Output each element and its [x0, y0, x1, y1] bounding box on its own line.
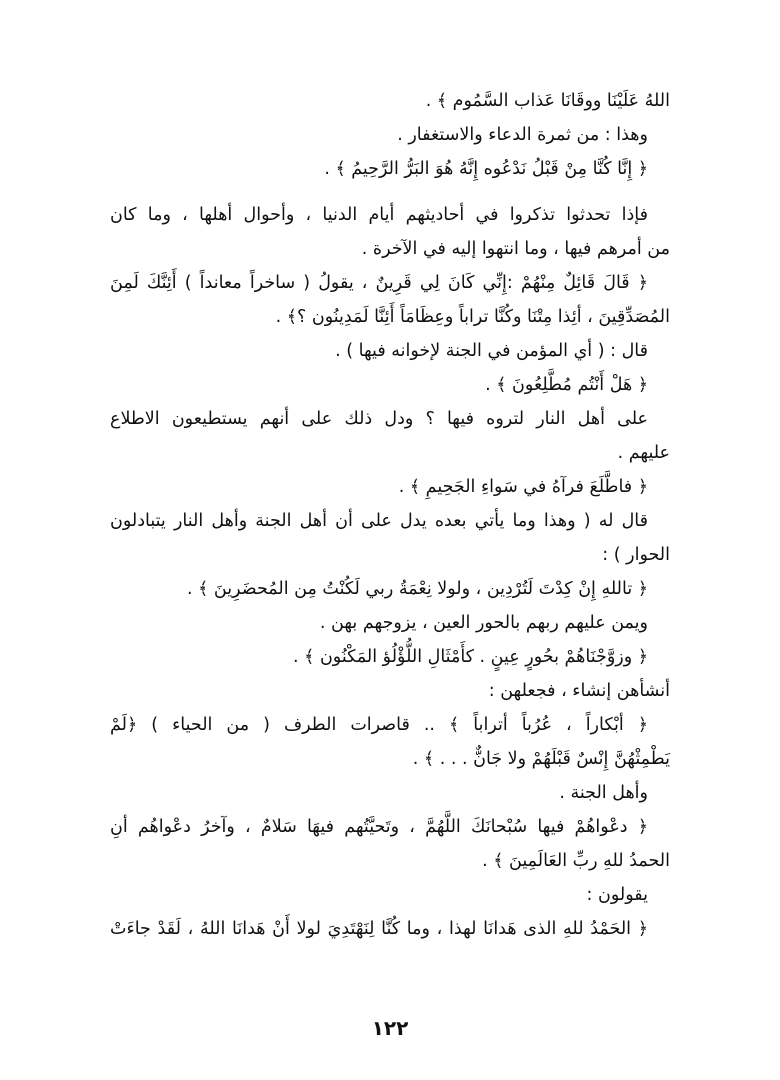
text-line: اللهُ عَلَيْنَا ووقَانَا عَذاب السَّمُوم ﴾ .: [425, 91, 670, 111]
text-line: الحوار ) :: [602, 545, 670, 565]
text-line: المُصَدِّقِينَ ، أئِذا مِتْنَا وكُنَّا تراباً وعِظَامَاً أَئِنَّا لَمَدِينُون ؟﴾ .: [275, 307, 670, 327]
text-line: يَطْمِثْهُنَّ إِنْسٌ قَبْلَهُمْ ولا جَانٌّ . . . ﴾ .: [412, 749, 670, 769]
text-line: ﴿ إِنَّا كُنَّا مِنْ قَبْلُ نَدْعُوه إِنَّهُ هُوَ البَرُّ الرَّحِيمُ ﴾ .: [324, 159, 648, 179]
text-line: ﴿ قَالَ قَائِلٌ مِنْهُمْ :إِنِّي كَانَ لِي قَرِينٌ ، يقولُ ( ساخراً معانداً ) أَئِنَّكَ لَمِنَ: [110, 273, 648, 293]
text-line: يقولون :: [586, 885, 648, 905]
text-line: ويمن عليهم ربهم بالحور العين ، يزوجهم بهن .: [319, 613, 648, 633]
text-line: ﴿ أبْكاراً ، عُرُباً أتراباً ﴾ .. قاصرات الطرف ( من الحياء ) ﴿لَمْ: [110, 715, 648, 735]
text-line: ﴿ تاللهِ إِنْ كِدْتَ لَتُرْدِين ، ولولا نِعْمَةُ ربي لَكُنْتُ مِن المُحضَرِينَ ﴾ .: [186, 579, 648, 599]
text-line: وهذا : من ثمرة الدعاء والاستغفار .: [397, 125, 648, 145]
body-text: [110, 84, 670, 946]
text-line: ﴿ الحَمْدُ للهِ الذى هَدانَا لهذا ، وما كُنَّا لِنَهْتَدِيَ لولا أَنْ هَدانَا اللهُ ، لَقَدْ جاءَتْ: [110, 919, 648, 939]
text-line: أنشأهن إنشاء ، فجعلهن :: [488, 681, 670, 701]
text-line: قال : ( أي المؤمن في الجنة لإخوانه فيها ) .: [335, 341, 648, 361]
text-line: قال له ( وهذا وما يأتي بعده يدل على أن أهل الجنة وأهل النار يتبادلون: [110, 511, 648, 531]
text-line: ﴿ فاطَّلَعَ فرآهُ في سَواءِ الجَحِيمِ ﴾ .: [398, 477, 648, 497]
text-line: ﴿ وزوَّجْنَاهُمْ بحُورٍ عِينٍ . كأَمْثَالِ اللُّؤْلُؤ المَكْنُون ﴾ .: [293, 647, 648, 667]
text-line: الحمدُ للهِ ربِّ العَالَمِينَ ﴾ .: [482, 851, 670, 871]
text-line: من أمرهم فيها ، وما انتهوا إليه في الآخرة .: [361, 239, 670, 259]
text-line: ﴿ هَلْ أَنْتُم مُطَّلِعُونَ ﴾ .: [485, 375, 648, 395]
text-line: فإذا تحدثوا تذكروا في أحاديثهم أيام الدنيا ، وأحوال أهلها ، وما كان: [110, 205, 648, 225]
text-line: عليهم .: [617, 443, 670, 463]
text-line: على أهل النار لتروه فيها ؟ ودل ذلك على أنهم يستطيعون الاطلاع: [110, 409, 648, 429]
page-number: ١٢٢: [371, 1016, 409, 1040]
text-line: ﴿ دعْواهُمْ فيها سُبْحانَكَ اللَّهُمَّ ، وتَحيَّتُهم فيهَا سَلامٌ ، وآخرُ دعْواهُم أنِ: [110, 817, 648, 837]
text-line: وأهل الجنة .: [559, 783, 648, 803]
